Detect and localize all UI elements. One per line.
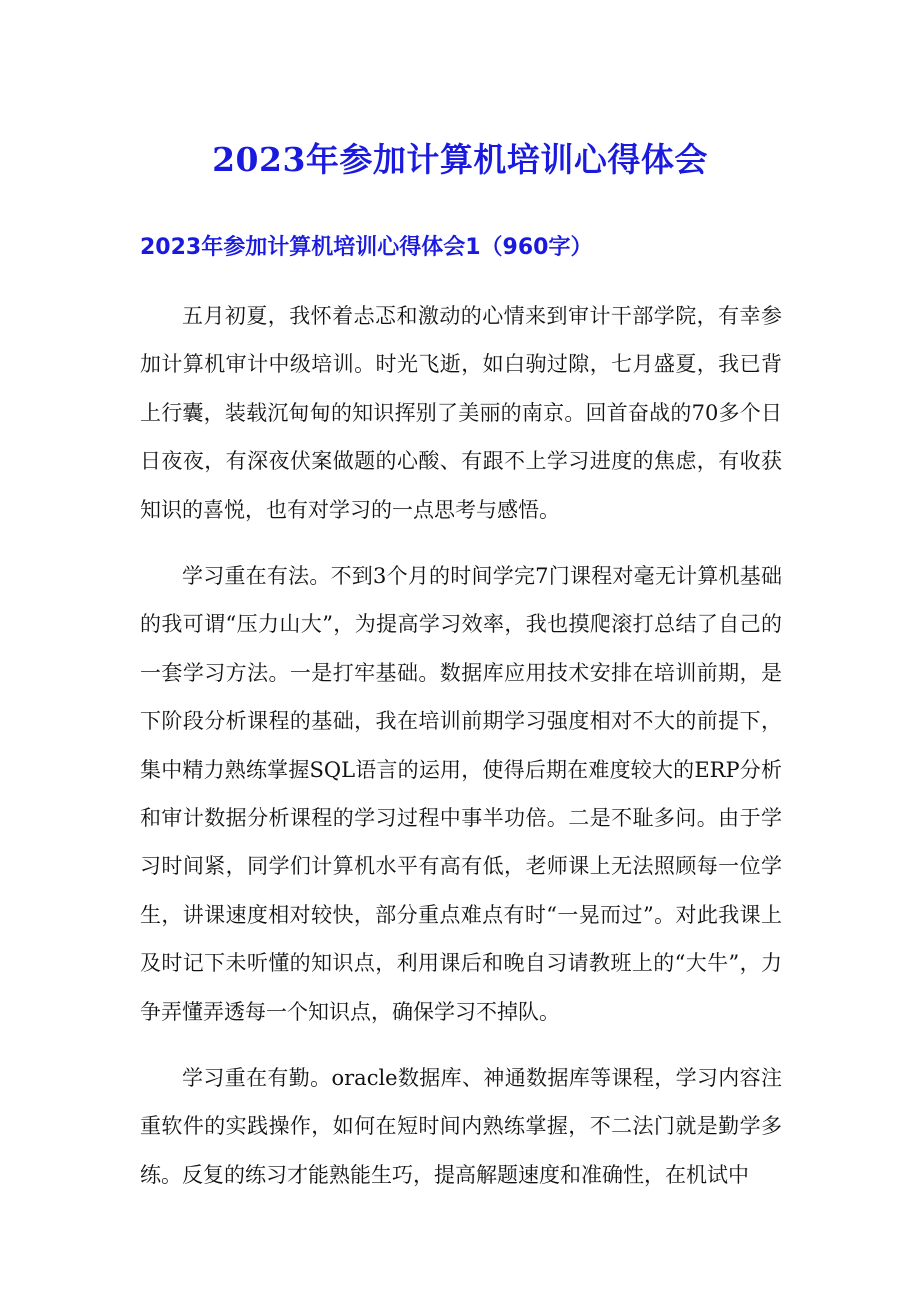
section-heading: 2023年参加计算机培训心得体会1（960字） [140,235,593,260]
paragraph-3: 学习重在有勤。oracle数据库、神通数据库等课程，学习内容注重软件的实践操作，如何在短时间内熟练掌握，不二法门就是勤学多练。反复的练习才能熟能生巧，提高解题速度和准确性，在机试中 [140,1066,782,1187]
document-title: 2023年参加计算机培训心得体会 [212,140,708,179]
paragraph-1: 五月初夏，我怀着忐忑和激动的心情来到审计干部学院，有幸参加计算机审计中级培训。时光飞逝，如白驹过隙，七月盛夏，我已背上行囊，装载沉甸甸的知识挥别了美丽的南京。回首奋战的70多个日日夜夜，有深夜伏案做题的心酸、有跟不上学习进度的焦虑，有收获知识的喜悦，也有对学习的一点思考与感悟。 [140,304,782,522]
paragraph-2: 学习重在有法。不到3个月的时间学完7门课程对毫无计算机基础的我可谓“压力山大”，为提高学习效率，我也摸爬滚打总结了自己的一套学习方法。一是打牢基础。数据库应用技术安排在培训前期，是下阶段分析课程的基础，我在培训前期学习强度相对不大的前提下，集中精力熟练掌握SQL语言的运用，使得后期在难度较大的ERP分析和审计数据分析课程的学习过程中事半功倍。二是不耻多问。由于学习时间紧，同学们计算机水平有高有低，老师课上无法照顾每一位学生，讲课速度相对较快，部分重点难点有时“一晃而过”。对此我课上及时记下未听懂的知识点，利用课后和晚自习请教班上的“大牛”，力争弄懂弄透每一个知识点，确保学习不掉队。 [140,564,782,1024]
